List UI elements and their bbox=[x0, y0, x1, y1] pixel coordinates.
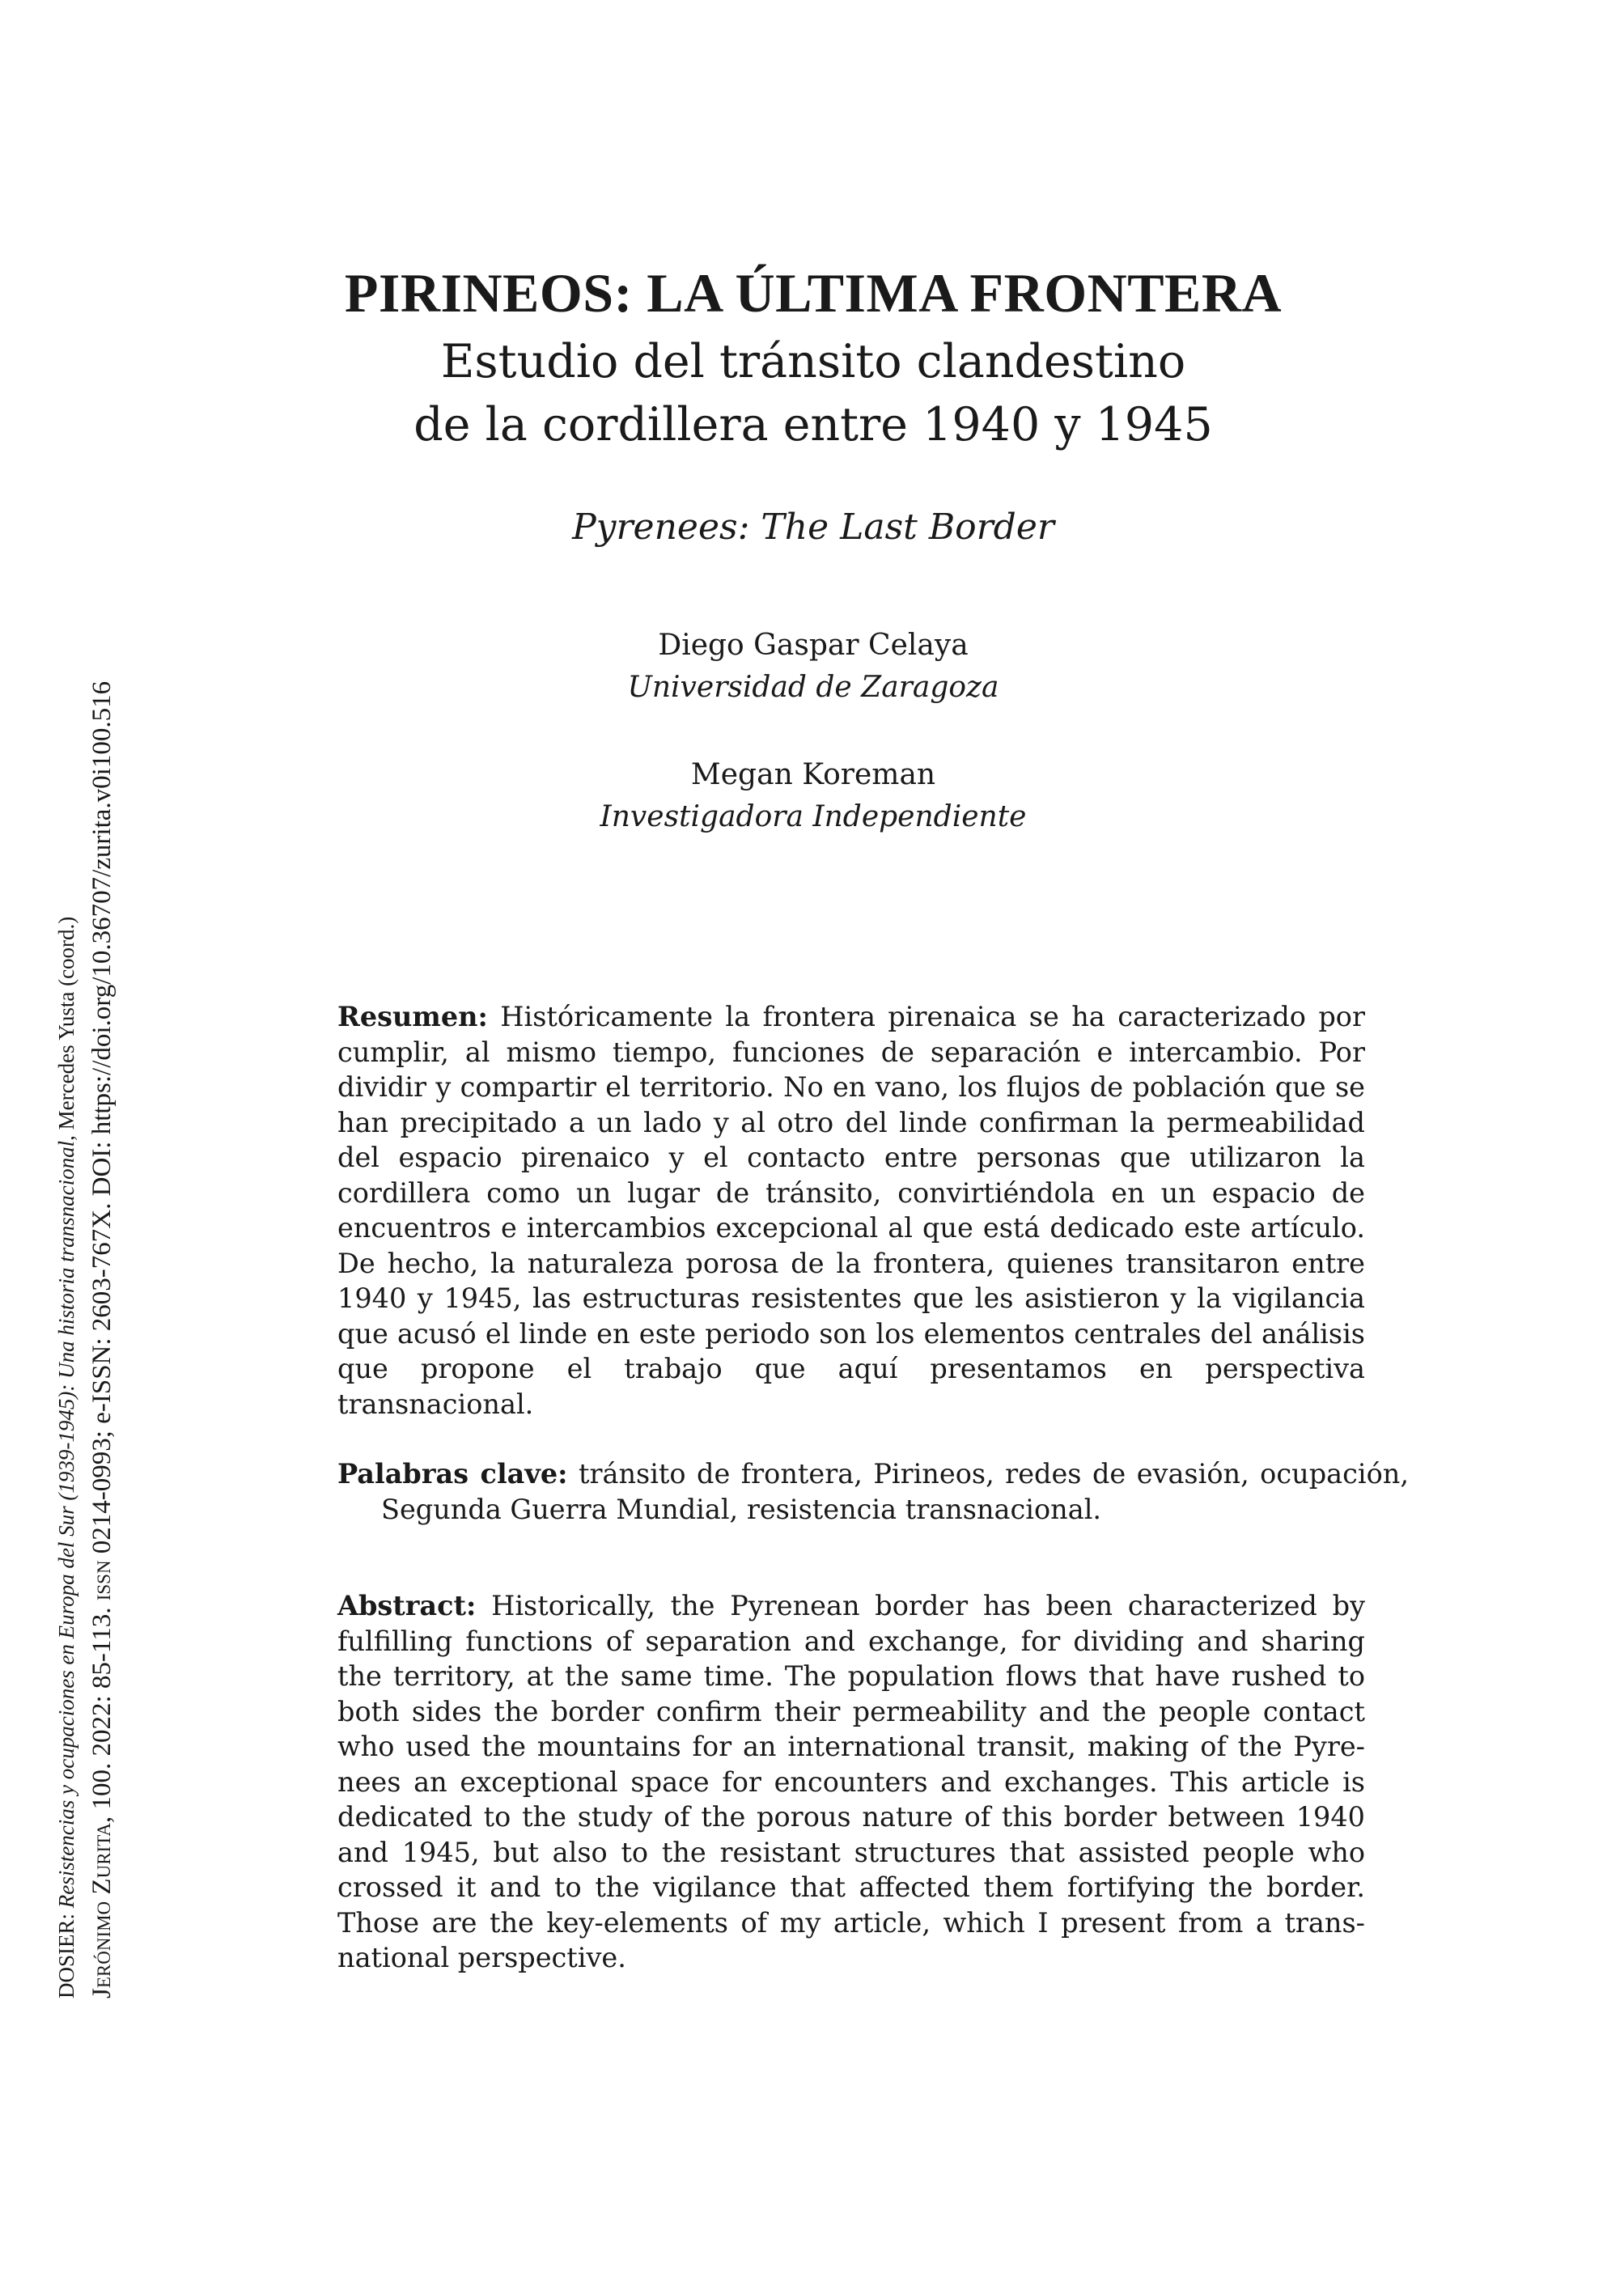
keywords-text: tránsito de frontera, Pirineos, redes de evasión, ocupación, Segunda Guerra Mundial, resistencia transnacional. bbox=[381, 1458, 1409, 1525]
author-block bbox=[243, 754, 1384, 838]
journal-name: Jerónimo Zurita bbox=[87, 1822, 117, 1998]
page-title: PIRINEOS: LA ÚLTIMA FRONTERA bbox=[344, 262, 1283, 324]
dossier-label: DOSIER: bbox=[54, 1908, 78, 1998]
author-block bbox=[243, 625, 1384, 709]
side-citation bbox=[49, 502, 120, 1998]
dossier-title: Resistencias y ocupaciones en Europa del Sur (1939-1945): Una historia transnacional bbox=[54, 1140, 78, 1909]
abstract-label: Abstract: bbox=[337, 1590, 477, 1621]
abstract-paragraph bbox=[337, 1588, 1365, 1976]
subtitle-line-1: Estudio del tránsito clandestino bbox=[440, 335, 1186, 388]
abstract-text: Historically, the Pyrenean border has been characterized by fulfilling functions of separation and exchange, for dividing and sharing the territory, at the same time. The population flows that have rushed to both sides the border confirm their permeability and the people contact who used the mountains for an international transit, making of the Pyrenees an exceptional space for encounters and exchanges. This article is dedicated to the study of the porous nature of this border between 1940 and 1945, but also to the resistant structures that assisted people who crossed it and to the vigilance that affected them fortifying the border. Those are the key-elements of my article, which I present from a transnational perspective. bbox=[337, 1590, 1365, 1973]
author-affiliation: Investigadora Independiente bbox=[600, 800, 1027, 833]
dossier-coordinator: , Mercedes Yusta (coord.) bbox=[54, 916, 78, 1141]
resumen-paragraph bbox=[337, 999, 1365, 1422]
resumen-label: Resumen: bbox=[337, 1001, 488, 1032]
keywords-label: Palabras clave: bbox=[337, 1458, 568, 1490]
resumen-text: Históricamente la frontera pirenaica se ha caracterizado por cumplir, al mismo tiempo, funciones de separación e intercambio. Por dividir y compartir el territorio. No en vano, los flujos de población que se han precipitado a un lado y al otro del linde confirman la permeabilidad del espacio pirenaico y el contacto entre personas que utilizaron la cordillera como un lugar de tránsito, convirtiéndola en un espacio de encuentros e intercambios excepcional al que está dedicado este artículo. De hecho, la naturaleza porosa de la frontera, quienes transitaron entre 1940 y 1945, las estructuras resistentes que les asistieron y la vigilancia que acusó el linde en este periodo son los elementos centrales del análisis que propone el trabajo que aquí presentamos en perspectiva transnacional. bbox=[337, 1001, 1365, 1420]
subtitle-line-2: de la cordillera entre 1940 y 1945 bbox=[413, 398, 1213, 451]
keywords-paragraph bbox=[337, 1456, 1409, 1527]
page-subtitle bbox=[243, 330, 1384, 456]
issn-label: issn bbox=[87, 1560, 117, 1601]
author-name: Diego Gaspar Celaya bbox=[658, 629, 969, 662]
author-name: Megan Koreman bbox=[690, 758, 936, 791]
english-title: Pyrenees: The Last Border bbox=[572, 506, 1054, 548]
author-affiliation: Universidad de Zaragoza bbox=[627, 671, 999, 704]
side-journal-line bbox=[84, 502, 120, 1998]
issn-doi: 0214-0993; e-ISSN: 2603-767X. DOI: https://doi.org/10.36707/zurita.v0i100.516 bbox=[87, 680, 117, 1561]
side-dossier-line bbox=[49, 502, 84, 1998]
journal-issue: , 100. 2022: 85-113. bbox=[87, 1600, 117, 1823]
